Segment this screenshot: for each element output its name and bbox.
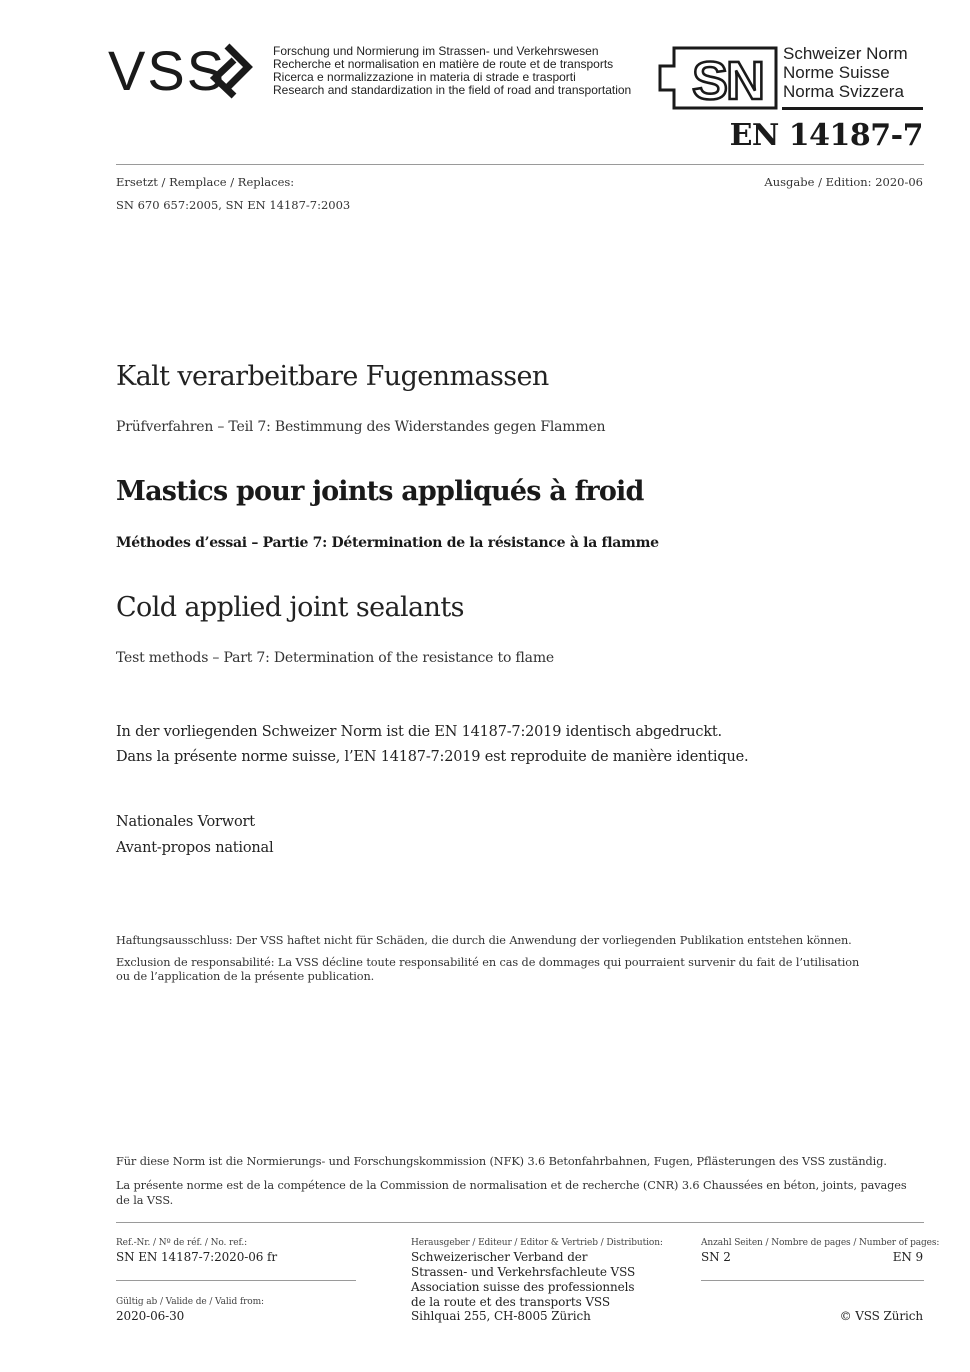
header-divider	[116, 164, 924, 165]
vss-tagline-de: Forschung und Normierung im Strassen- und Verkehrswesen	[273, 44, 599, 58]
publisher-line-3: Association suisse des professionnels	[411, 1280, 635, 1294]
replaces-value: SN 670 657:2005, SN EN 14187-7:2003	[116, 198, 351, 212]
vss-logo-text: VSS	[108, 40, 227, 100]
pages-underline	[701, 1280, 924, 1281]
pages-label: Anzahl Seiten / Nombre de pages / Number of pages:	[701, 1238, 940, 1248]
sn-word-it: Norma Svizzera	[783, 82, 904, 101]
title-fr: Mastics pour joints appliqués à froid	[116, 476, 644, 507]
vss-logo	[108, 40, 266, 100]
valid-label: Gültig ab / Valide de / Valid from:	[116, 1297, 264, 1307]
ref-underline	[116, 1280, 356, 1281]
disclaimer-fr-line2: ou de l’application de la présente publication.	[116, 970, 375, 983]
commission-fr-line2: de la VSS.	[116, 1194, 174, 1207]
foreword-fr: Avant-propos national	[116, 840, 274, 856]
sn-logo-text: SN	[692, 51, 764, 111]
sn-word-de: Schweizer Norm	[783, 44, 908, 63]
commission-de: Für diese Norm ist die Normierungs- und Forschungskommission (NFK) 3.6 Betonfahrbahnen, Fugen, Pflästerungen des VSS zuständig.	[116, 1155, 887, 1168]
footer-divider	[116, 1222, 924, 1223]
disclaimer-fr-line1: Exclusion de responsabilité: La VSS décline toute responsabilité en cas de dommages qui pourraient survenir du fait de l’utilisation	[116, 956, 860, 969]
swiss-norm-logo	[656, 44, 780, 112]
vss-tagline-en: Research and standardization in the field of road and transportation	[273, 83, 632, 97]
foreword-de: Nationales Vorwort	[116, 814, 255, 830]
ref-label: Ref.-Nr. / Nº de réf. / No. ref.:	[116, 1238, 248, 1248]
title-de: Kalt verarbeitbare Fugenmassen	[116, 361, 549, 392]
valid-value: 2020-06-30	[116, 1309, 185, 1323]
title-en: Cold applied joint sealants	[116, 592, 464, 623]
sn-word-fr: Norme Suisse	[783, 63, 890, 82]
disclaimer-de: Haftungsausschluss: Der VSS haftet nicht für Schäden, die durch die Anwendung der vorliegenden Publikation entstehen können.	[116, 934, 852, 947]
standard-number: EN 14187-7	[729, 118, 923, 153]
subtitle-en: Test methods – Part 7: Determination of the resistance to flame	[116, 650, 554, 666]
pages-sn: SN 2	[701, 1250, 731, 1264]
sn-underline	[782, 107, 923, 110]
commission-fr-line1: La présente norme est de la compétence de la Commission de normalisation et de recherche (CNR) 3.6 Chaussées en béton, joints, pavages	[116, 1179, 907, 1192]
replaces-label: Ersetzt / Remplace / Replaces:	[116, 175, 295, 189]
vss-tagline-it: Ricerca e normalizzazione in materia di strade e trasporti	[273, 70, 576, 84]
vss-tagline-fr: Recherche et normalisation en matière de route et de transports	[273, 57, 614, 71]
subtitle-de: Prüfverfahren – Teil 7: Bestimmung des Widerstandes gegen Flammen	[116, 419, 606, 435]
pages-en: EN 9	[892, 1250, 923, 1264]
publisher-line-5: Sihlquai 255, CH-8005 Zürich	[411, 1309, 591, 1323]
edition: Ausgabe / Edition: 2020-06	[764, 175, 923, 189]
publisher-line-1: Schweizerischer Verband der	[411, 1250, 588, 1264]
statement-de: In der vorliegenden Schweizer Norm ist die EN 14187-7:2019 identisch abgedruckt.	[116, 724, 722, 740]
publisher-label: Herausgeber / Editeur / Editor & Vertrieb / Distribution:	[411, 1238, 663, 1248]
publisher-line-4: de la route et des transports VSS	[411, 1295, 610, 1309]
copyright: © VSS Zürich	[839, 1309, 923, 1323]
statement-fr: Dans la présente norme suisse, l’EN 14187-7:2019 est reproduite de manière identique.	[116, 749, 749, 765]
subtitle-fr: Méthodes d’essai – Partie 7: Détermination de la résistance à la flamme	[116, 535, 659, 551]
ref-value: SN EN 14187-7:2020-06 fr	[116, 1250, 277, 1264]
publisher-line-2: Strassen- und Verkehrsfachleute VSS	[411, 1265, 636, 1279]
